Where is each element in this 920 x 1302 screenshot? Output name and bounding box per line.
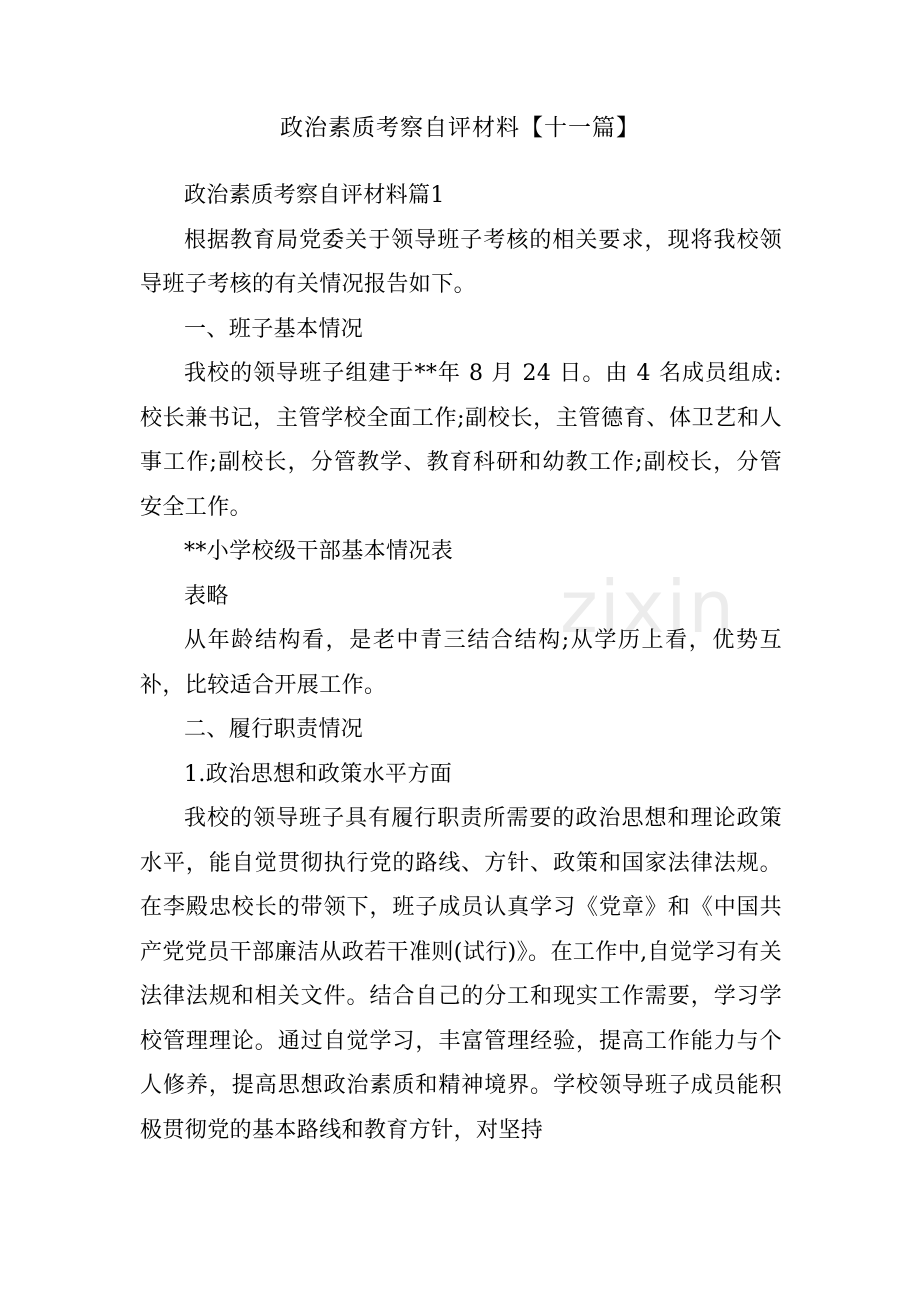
paragraph: 从年龄结构看，是老中青三结合结构;从学历上看，优势互补，比较适合开展工作。: [140, 628, 782, 698]
paragraph: 根据教育局党委关于领导班子考核的相关要求，现将我校领导班子考核的有关情况报告如下。: [140, 227, 782, 297]
subsection-heading: 1.政治思想和政策水平方面: [184, 761, 453, 787]
paragraph: 我校的领导班子组建于**年 8 月 24 日。由 4 名成员组成:校长兼书记，主管学校全面工作;副校长，主管德育、体卫艺和人事工作;副校长，分管教学、教育科研和幼教工作;副校长，分管安全工作。: [140, 361, 782, 520]
table-caption: **小学校级干部基本情况表: [184, 539, 454, 564]
watermark-logo: zixin: [560, 565, 737, 649]
subsection-heading: 一、班子基本情况: [184, 316, 364, 342]
document-body: [140, 174, 782, 1153]
subsection-heading: 二、履行职责情况: [184, 717, 364, 742]
section-heading: 政治素质考察自评材料篇1: [184, 183, 445, 208]
document-title: 政治素质考察自评材料【十一篇】: [280, 115, 640, 141]
paragraph: 我校的领导班子具有履行职责所需要的政治思想和理论政策水平，能自觉贯彻执行党的路线、方针、政策和国家法律法规。在李殿忠校长的带领下，班子成员认真学习《党章》和《中国共产党党员干部廉洁从政若干准则(试行)》。在工作中,自觉学习有关法律法规和相关文件。结合自己的分工和现实工作需要，学习学校管理理论。通过自觉学习，丰富管理经验，提高工作能力与个人修养，提高思想政治素质和精神境界。学校领导班子成员能积极贯彻党的基本路线和教育方针，对坚持: [140, 806, 782, 1143]
table-placeholder: 表略: [184, 583, 229, 609]
